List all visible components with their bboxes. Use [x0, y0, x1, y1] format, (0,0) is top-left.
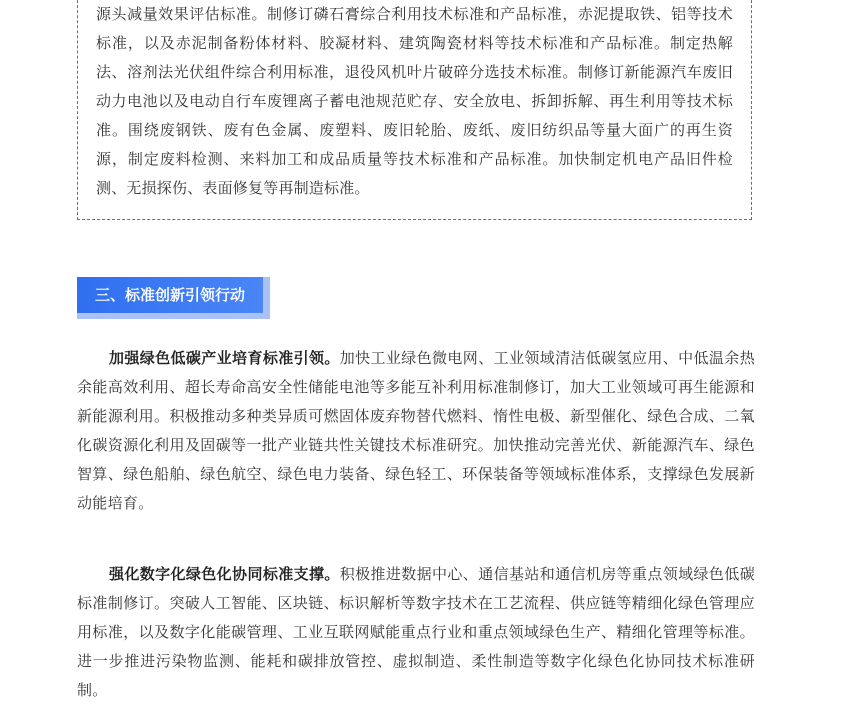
- paragraph-lead: 强化数字化绿色化协同标准支撑。: [109, 565, 340, 583]
- section-header: [77, 277, 270, 319]
- box-paragraph: 源头减量效果评估标准。制修订磷石膏综合利用技术标准和产品标准，赤泥提取铁、铝等技术标准，以及赤泥制备粉体材料、胶凝材料、建筑陶瓷材料等技术标准和产品标准。制定热解法、溶剂法光伏组件综合利用标准，退役风机叶片破碎分选技术标准。制修订新能源汽车废旧动力电池以及电动自行车废锂离子蓄电池规范贮存、安全放电、拆卸拆解、再生利用等技术标准。围绕废钢铁、废有色金属、废塑料、废旧轮胎、废纸、废旧纺织品等量大面广的再生资源，制定废料检测、来料加工和成品质量等技术标准和产品标准。加快制定机电产品旧件检测、无损探伤、表面修复等再制造标准。: [96, 5, 733, 197]
- paragraph-green-low-carbon: [77, 344, 755, 518]
- section-title: 三、标准创新引领行动: [77, 277, 263, 313]
- standards-text-box: [77, 0, 752, 220]
- paragraph-body: 加快工业绿色微电网、工业领域清洁低碳氢应用、中低温余热余能高效利用、超长寿命高安全性储能电池等多能互补利用标准制修订，加大工业领域可再生能源和新能源利用。积极推动多种类异质可燃固体废弃物替代燃料、惰性电极、新型催化、绿色合成、二氧化碳资源化利用及固碳等一批产业链共性关键技术标准研究。加快推动完善光伏、新能源汽车、绿色智算、绿色船舶、绿色航空、绿色电力装备、绿色轻工、环保装备等领域标准体系，支撑绿色发展新动能培育。: [77, 349, 755, 512]
- paragraph-lead: 加强绿色低碳产业培育标准引领。: [109, 349, 340, 367]
- paragraph-body: 积极推进数据中心、通信基站和通信机房等重点领域绿色低碳标准制修订。突破人工智能、区块链、标识解析等数字技术在工艺流程、供应链等精细化绿色管理应用标准，以及数字化能碳管理、工业互联网赋能重点行业和重点领域绿色生产、精细化管理等标准。进一步推进污染物监测、能耗和碳排放管控、虚拟制造、柔性制造等数字化绿色化协同技术标准研制。: [77, 565, 755, 699]
- paragraph-digital-green: [77, 560, 755, 705]
